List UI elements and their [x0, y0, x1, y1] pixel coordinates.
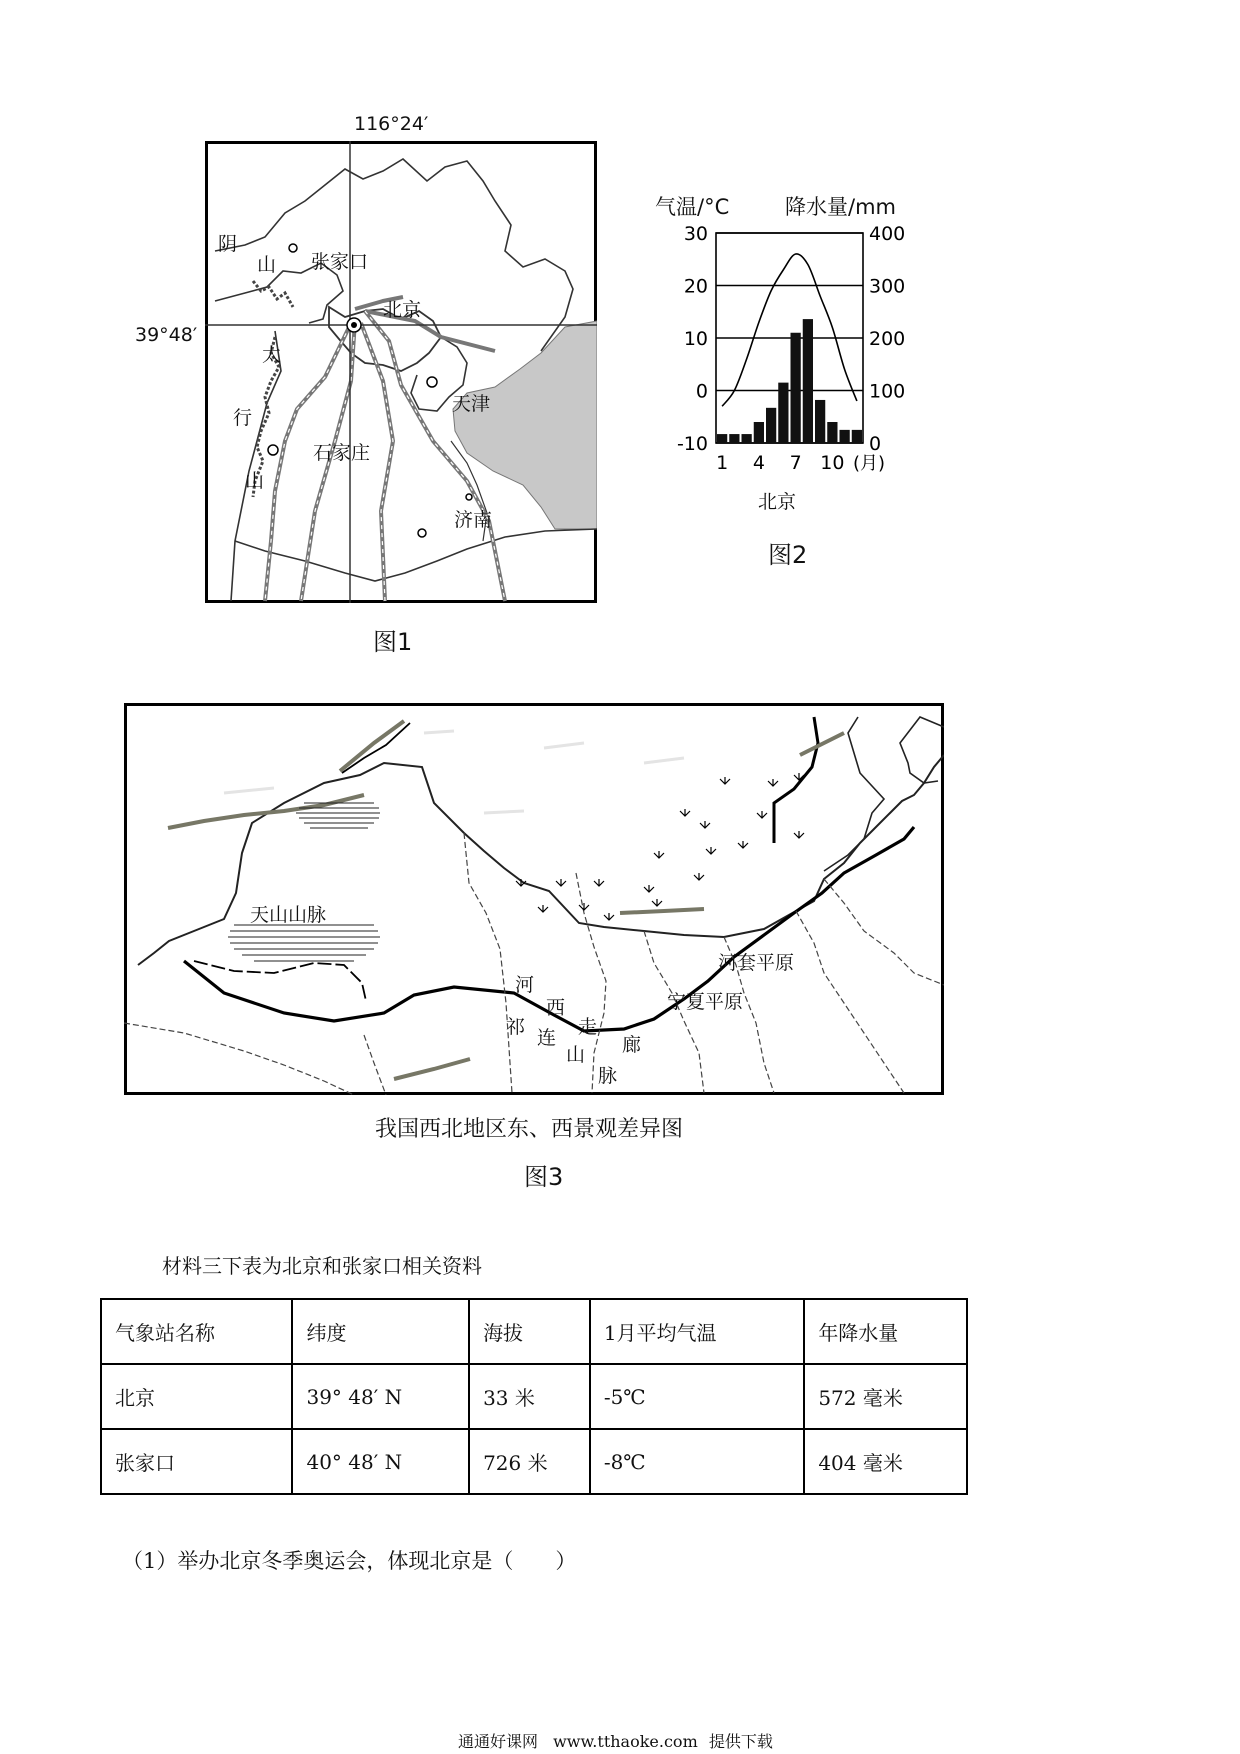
material-intro: 材料三下表为北京和张家口相关资料	[162, 1254, 482, 1278]
right-tick-label: 0	[869, 433, 882, 455]
footer-url[interactable]: www.tthaoke.com	[553, 1732, 698, 1751]
fig1-caption: 图1	[373, 628, 413, 656]
zhangjiakou-marker	[289, 244, 297, 252]
fig2-right-axis-title: 降水量/mm	[785, 195, 896, 219]
fig3-label-ningxia: 宁夏平原	[667, 991, 744, 1013]
left-tick-label: 10	[683, 328, 708, 350]
jinan-marker	[466, 494, 472, 500]
fig1-label-yin: 阴	[218, 233, 238, 255]
x-axis-unit: (月)	[853, 453, 886, 474]
table-cell: 北京	[101, 1364, 292, 1429]
right-axis-ticks	[869, 223, 905, 455]
fig3-label-lian: 连	[537, 1027, 557, 1049]
fig2-left-axis-title: 气温/°C	[655, 195, 730, 219]
fig3-label-tianshan: 天山山脉	[250, 904, 327, 926]
precip-bar	[840, 430, 850, 443]
precip-bar	[815, 400, 825, 443]
tianjin-marker	[427, 377, 437, 387]
x-tick-label: 10	[820, 452, 845, 474]
x-tick-label: 7	[789, 452, 802, 474]
precip-bar	[778, 383, 788, 443]
fig1-label-beijing: 北京	[383, 299, 422, 321]
table-cell: 张家口	[101, 1429, 292, 1494]
table-cell: 572 毫米	[804, 1364, 967, 1429]
table-cell: 40° 48′ N	[292, 1429, 469, 1494]
fig3-label-mai: 脉	[598, 1065, 618, 1087]
precip-bar	[852, 430, 862, 443]
x-tick-label: 4	[752, 452, 765, 474]
fig1-label-shan2: 山	[245, 470, 265, 492]
precip-bar	[729, 434, 739, 443]
grid-lines	[716, 233, 863, 443]
fig3-caption: 图3	[524, 1163, 564, 1191]
table-cell: -8℃	[590, 1429, 804, 1494]
right-tick-label: 100	[869, 380, 906, 403]
right-tick-label: 400	[869, 223, 906, 245]
fig1-label-zhangjiakou: 张家口	[311, 251, 369, 273]
table-header-cell: 纬度	[292, 1299, 469, 1364]
precip-bar	[766, 408, 776, 443]
table-header-cell: 年降水量	[804, 1299, 967, 1364]
fig1-label-jinan: 济南	[454, 509, 493, 531]
page-footer	[458, 1729, 773, 1752]
table-header-cell: 1月平均气温	[590, 1299, 804, 1364]
material-table	[100, 1298, 968, 1495]
left-tick-label: 20	[683, 275, 708, 298]
table-header-cell: 气象站名称	[101, 1299, 292, 1364]
fig1-label-tianjin: 天津	[452, 393, 491, 415]
question-1: （1）举办北京冬季奥运会，体现北京是（ ）	[122, 1549, 577, 1573]
fig3-label-shan: 山	[566, 1044, 586, 1066]
temperature-curve	[722, 254, 857, 406]
table-cell: 39° 48′ N	[292, 1364, 469, 1429]
fig2-climate-chart	[660, 215, 920, 480]
fig1-label-shijiazhuang: 石家庄	[313, 442, 371, 464]
table-cell: -5℃	[590, 1364, 804, 1429]
footer-site: 通通好课网	[458, 1732, 539, 1751]
fig3-label-xi: 西	[546, 997, 566, 1019]
precip-bar	[742, 434, 752, 443]
table-cell: 726 米	[469, 1429, 590, 1494]
table-cell: 404 毫米	[804, 1429, 967, 1494]
fig3-label-qi: 祁	[506, 1016, 526, 1038]
left-tick-label: -10	[676, 433, 708, 455]
x-tick-label: 1	[716, 452, 729, 474]
fig3-label-zou: 走	[578, 1016, 598, 1038]
precip-bar	[827, 422, 837, 443]
fig1-map	[205, 141, 597, 603]
fig2-station-label: 北京	[758, 491, 797, 513]
precip-bar	[803, 319, 813, 443]
shijiazhuang-marker	[268, 445, 278, 455]
left-tick-label: 30	[683, 223, 708, 245]
precip-bar	[717, 434, 727, 443]
table-row	[101, 1429, 967, 1494]
left-tick-label: 0	[695, 380, 708, 403]
fig1-longitude-label: 116°24′	[354, 113, 429, 135]
fig3-label-hetao: 河套平原	[718, 952, 795, 974]
table-header-row	[101, 1299, 967, 1364]
fig1-label-tai: 太	[262, 344, 282, 366]
right-tick-label: 300	[869, 275, 906, 298]
left-axis-ticks	[677, 223, 708, 455]
right-tick-label: 200	[869, 328, 906, 350]
precip-bar	[754, 422, 764, 443]
fig1-label-xing: 行	[233, 407, 253, 429]
fig1-latitude-label: 39°48′	[135, 324, 198, 346]
fig1-label-shan1: 山	[257, 254, 277, 276]
fig3-label-lang: 廊	[622, 1034, 642, 1056]
fig3-label-he: 河	[515, 974, 535, 996]
fig3-map	[124, 703, 944, 1095]
fig2-caption: 图2	[768, 541, 808, 569]
fig3-title: 我国西北地区东、西景观差异图	[375, 1117, 684, 1142]
table-cell: 33 米	[469, 1364, 590, 1429]
table-header-cell: 海拔	[469, 1299, 590, 1364]
table-row	[101, 1364, 967, 1429]
x-axis-ticks	[716, 452, 844, 474]
footer-suffix: 提供下载	[708, 1732, 773, 1751]
precip-bar	[791, 333, 801, 443]
